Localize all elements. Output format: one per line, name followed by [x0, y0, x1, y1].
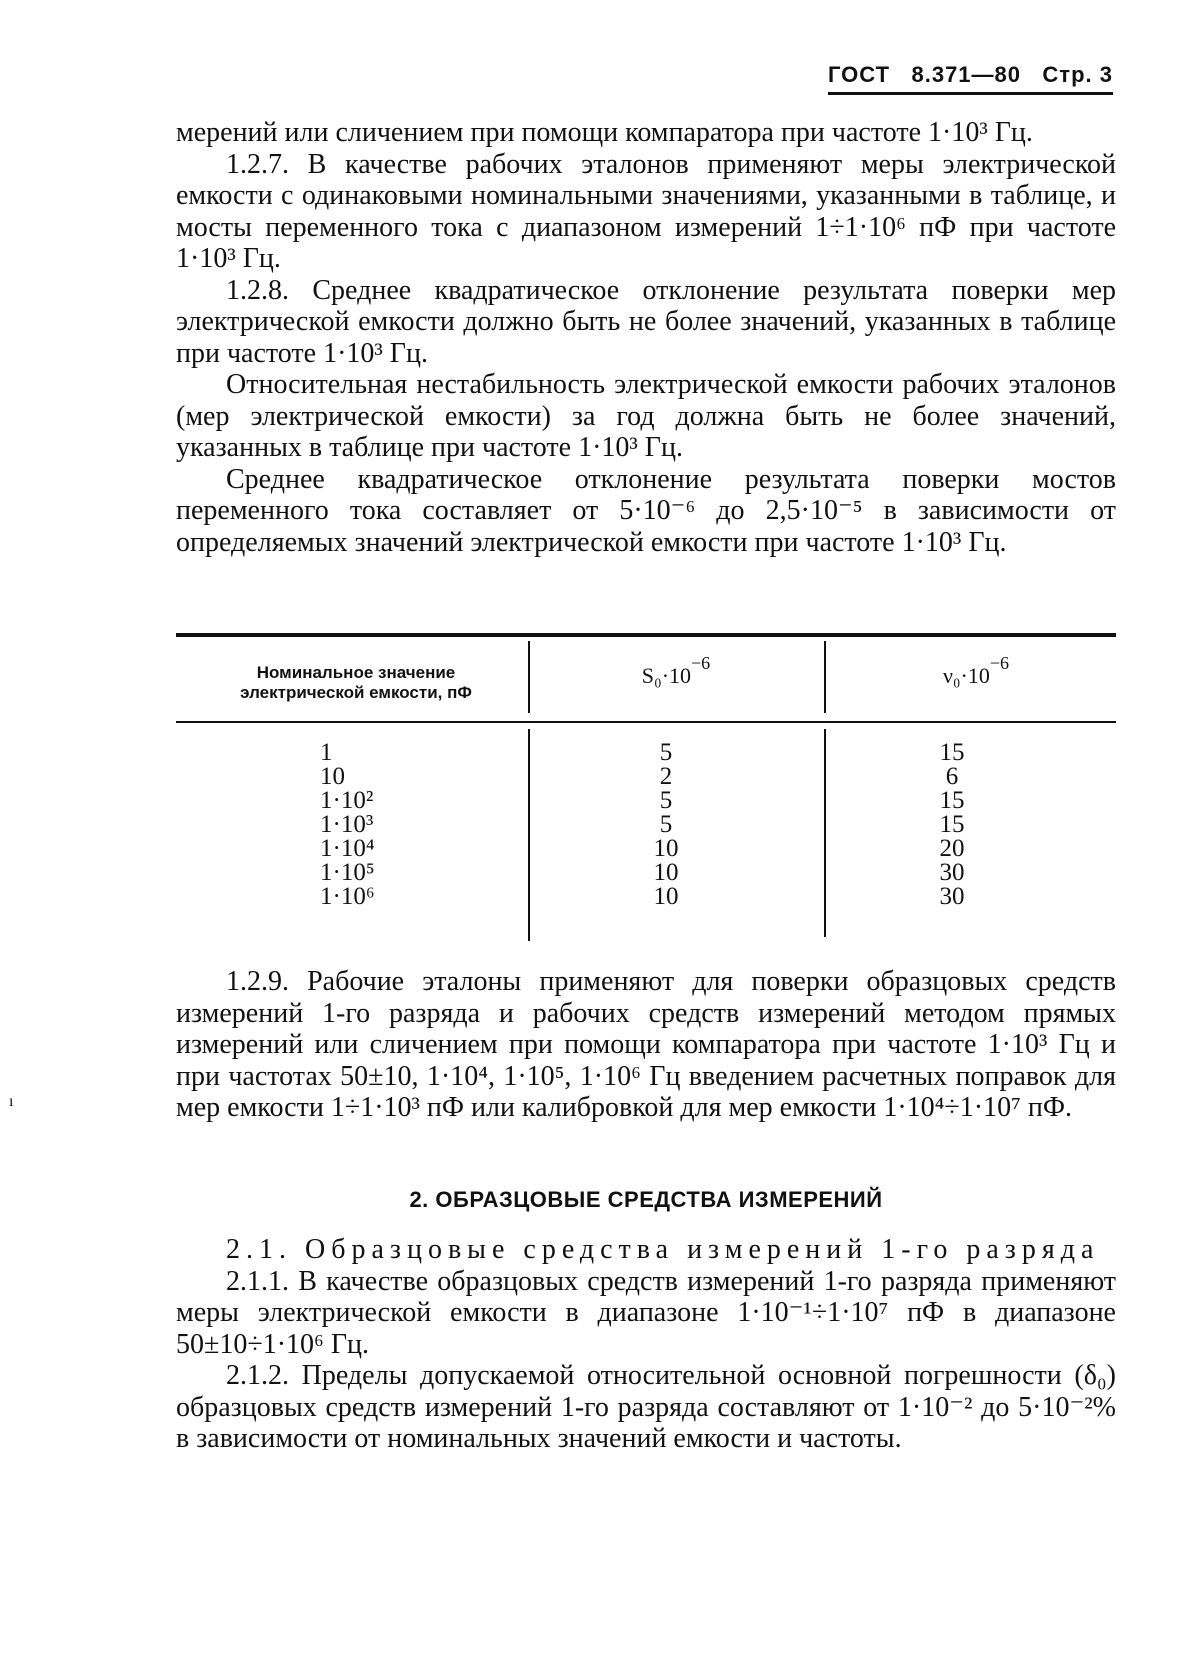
paragraph-instability: Относительная нестабильность электрической емкости рабочих эталонов (мер электрической емкости) за год должна быть не более значений, указанных в таблице при частоте 1·10³ Гц.	[176, 369, 1116, 463]
section-title: 2. ОБРАЗЦОВЫЕ СРЕДСТВА ИЗМЕРЕНИЙ	[409, 1187, 883, 1212]
paragraph-1-2-7: 1.2.7. В качестве рабочих эталонов применяют меры электрической емкости с одинаковыми номинальными значениями, указанными в таблице, и мосты переменного тока с диапазоном измерений 1÷1·10⁶ пФ при частоте 1·10³ Гц.	[176, 148, 1116, 274]
table-top-rule	[176, 633, 1116, 637]
table-header-rule	[176, 721, 1116, 723]
table-cell: 5	[659, 811, 673, 838]
top-text-block	[176, 117, 1116, 558]
table-cell: 10	[653, 835, 679, 862]
table-divider-2-body	[824, 729, 826, 937]
column-nominal	[320, 741, 440, 909]
v0-symbol: ν₀·10	[942, 663, 990, 688]
s0-symbol: S₀·10	[641, 663, 692, 688]
paragraph-1-2-9-block	[176, 966, 1116, 1124]
paragraph-1-2-9: 1.2.9. Рабочие эталоны применяют для поверки образцовых средств измерений 1-го разряда и рабочих средств измерений методом прямых измерений или сличением при помощи компаратора при частоте 1·10³ Гц и при частотах 50±10, 1·10⁴, 1·10⁵, 1·10⁶ Гц введением расчетных поправок для мер емкости 1÷1·10³ пФ или калибровкой для мер емкости 1·10⁴÷1·10⁷ пФ.	[176, 966, 1116, 1123]
table-cell: 15	[939, 739, 965, 766]
table-cell: 10	[320, 763, 345, 790]
table-cell: 10	[653, 859, 679, 886]
table-divider-2-head	[824, 641, 826, 713]
paragraph-2-1-2: 2.1.2. Пределы допускаемой относительной основной погрешности (δ₀) образцовых средств измерений 1-го разряда составляют от 1·10⁻² до 5·10⁻²% в зависимости от номинальных значений емкости и частоты.	[176, 1360, 1116, 1454]
paragraph-1-2-8: 1.2.8. Среднее квадратическое отклонение результата поверки мер электрической емкости должно быть не более значений, указанных в таблице при частоте 1·10³ Гц.	[176, 274, 1116, 369]
col-header-nominal: Номинальное значение электрической емкости, пФ	[240, 663, 472, 702]
table-cell: 1·10⁴	[320, 835, 375, 862]
column-v0	[912, 741, 992, 909]
page-header	[828, 62, 1113, 95]
table-cell: 10	[653, 883, 679, 910]
subsection-title: 2.1. Образцовые средства измерений 1-го разряда	[226, 1234, 1100, 1265]
v0-exponent: −6	[989, 652, 1010, 673]
paragraph-bridge-deviation: Среднее квадратическое отклонение результата поверки мостов переменного тока составляет от 5·10⁻⁶ до 2,5·10⁻⁵ в зависимости от определяемых значений электрической емкости при частоте 1·10³ Гц.	[176, 463, 1116, 558]
table-cell: 5	[659, 739, 673, 766]
capacitance-table	[176, 633, 1116, 941]
table-divider-1-head	[528, 641, 530, 713]
table-cell: 5	[659, 787, 673, 814]
s0-exponent: −6	[691, 652, 711, 673]
table-cell: 2	[659, 763, 673, 790]
standard-number: 8.371—80	[911, 62, 1022, 87]
table-cell: 20	[939, 835, 965, 862]
paragraph-continuation: мерений или сличением при помощи компаратора при частоте 1·10³ Гц.	[176, 117, 1033, 148]
table-cell: 1·10³	[320, 811, 374, 838]
page-number: Стр. 3	[1042, 62, 1113, 87]
col-header-s0	[556, 652, 796, 689]
table-cell: 1	[320, 739, 333, 766]
section-2-text-block	[176, 1234, 1116, 1455]
table-divider-1-body	[528, 729, 530, 941]
table-cell: 1·10⁶	[320, 883, 375, 910]
table-cell: 30	[939, 883, 965, 910]
table-cell: 15	[939, 787, 965, 814]
table-cell: 1·10⁵	[320, 859, 375, 886]
paragraph-2-1-1: 2.1.1. В качестве образцовых средств измерений 1-го разряда применяют меры электрической емкости в диапазоне 1·10⁻¹÷1·10⁷ пФ в диапазоне 50±10÷1·10⁶ Гц.	[176, 1265, 1116, 1360]
table-cell: 1·10²	[320, 787, 374, 814]
col-header-v0	[856, 652, 1096, 689]
standard-label: ГОСТ	[828, 62, 891, 87]
table-cell: 30	[939, 859, 965, 886]
margin-mark: ı	[9, 1093, 14, 1110]
table-cell: 15	[939, 811, 965, 838]
column-s0	[626, 741, 706, 909]
table-cell: 6	[945, 763, 959, 790]
